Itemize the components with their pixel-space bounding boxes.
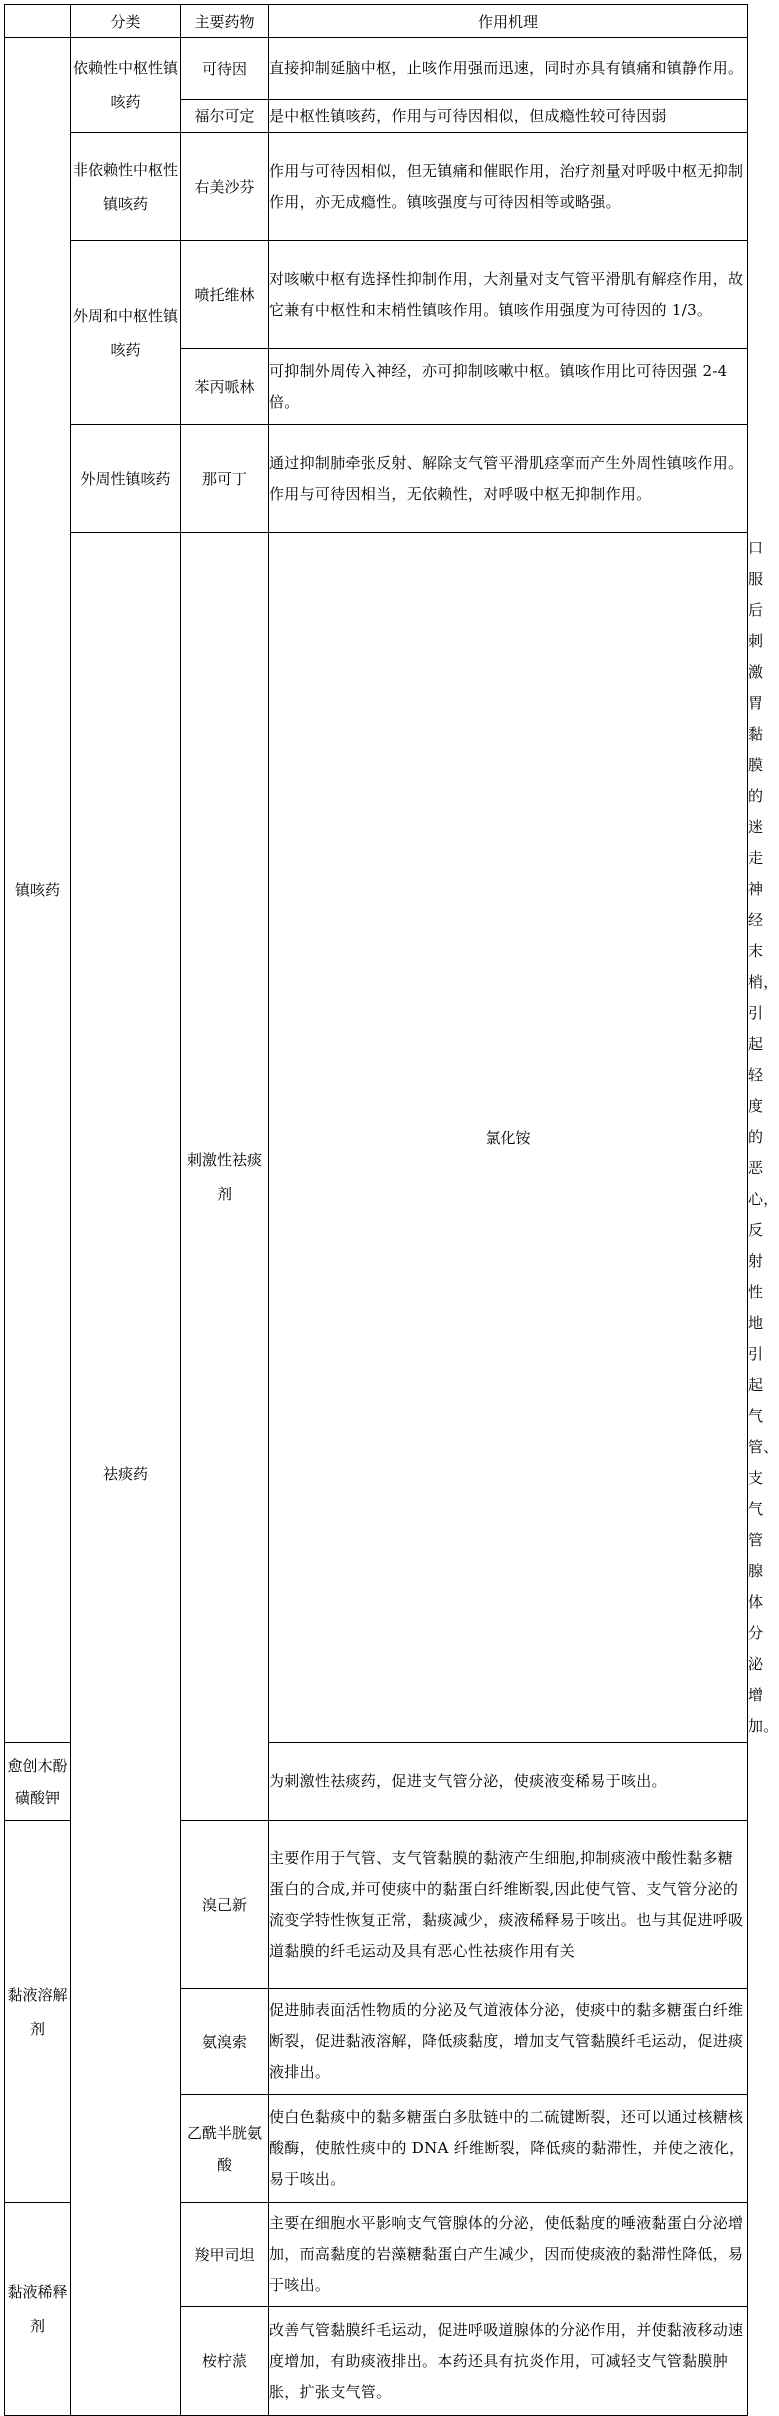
subcategory-nondependent-central: 非依赖性中枢性镇咳药 (71, 133, 181, 241)
drug-name: 羧甲司坦 (181, 2203, 269, 2307)
drug-name: 福尔可定 (181, 100, 269, 133)
table-row (5, 38, 748, 100)
drug-name: 右美沙芬 (181, 133, 269, 241)
drug-name: 乙酰半胱氨酸 (181, 2095, 269, 2203)
drug-name: 氨溴索 (181, 1989, 269, 2095)
drug-name: 愈创木酚磺酸钾 (5, 1743, 71, 1821)
drug-name: 那可丁 (181, 425, 269, 533)
table-row (5, 241, 748, 349)
mechanism-text: 使白色黏痰中的黏多糖蛋白多肽链中的二硫键断裂，还可以通过核糖核酸酶，使脓性痰中的 DNA 纤维断裂，降低痰的黏滞性，并使之液化，易于咳出。 (269, 2095, 748, 2203)
drug-mechanism-table (4, 4, 779, 2416)
drug-name: 可待因 (181, 38, 269, 100)
mechanism-text: 为刺激性祛痰药，促进支气管分泌，使痰液变稀易于咳出。 (269, 1743, 748, 1821)
drug-name: 溴己新 (181, 1821, 269, 1989)
subcategory-mucolytic: 黏液溶解剂 (5, 1821, 71, 2203)
drug-name: 苯丙哌林 (181, 349, 269, 425)
mechanism-text: 对咳嗽中枢有选择性抑制作用，大剂量对支气管平滑肌有解痉作用，故它兼有中枢性和末梢性镇咳作用。镇咳作用强度为可待因的 1/3。 (269, 241, 748, 349)
subcategory-irritant: 刺激性祛痰剂 (181, 533, 269, 1821)
table-row (5, 425, 748, 533)
header-mechanism: 作用机理 (269, 5, 748, 38)
mechanism-text: 促进肺表面活性物质的分泌及气道液体分泌，使痰中的黏多糖蛋白纤维断裂，促进黏液溶解，降低痰黏度，增加支气管黏膜纤毛运动，促进痰液排出。 (269, 1989, 748, 2095)
subcategory-peripheral: 外周性镇咳药 (71, 425, 181, 533)
header-drug: 主要药物 (181, 5, 269, 38)
subcategory-peripheral-central: 外周和中枢性镇咳药 (71, 241, 181, 425)
mechanism-text: 作用与可待因相似，但无镇痛和催眠作用，治疗剂量对呼吸中枢无抑制作用，亦无成瘾性。镇咳强度与可待因相等或略强。 (269, 133, 748, 241)
header-category (5, 5, 71, 38)
mechanism-text: 主要在细胞水平影响支气管腺体的分泌，使低黏度的唾液黏蛋白分泌增加，而高黏度的岩藻糖黏蛋白产生减少，因而使痰液的黏滞性降低，易于咳出。 (269, 2203, 748, 2307)
drug-name: 桉柠蒎 (181, 2307, 269, 2416)
mechanism-text: 改善气管黏膜纤毛运动，促进呼吸道腺体的分泌作用，并使黏液移动速度增加，有助痰液排出。本药还具有抗炎作用，可减轻支气管黏膜肿胀，扩张支气管。 (269, 2307, 748, 2416)
mechanism-text: 是中枢性镇咳药，作用与可待因相似，但成瘾性较可待因弱 (269, 100, 748, 133)
mechanism-text: 直接抑制延脑中枢，止咳作用强而迅速，同时亦具有镇痛和镇静作用。 (269, 38, 748, 100)
category-antitussive: 镇咳药 (5, 38, 71, 1743)
header-row (5, 5, 748, 38)
mechanism-text: 主要作用于气管、支气管黏膜的黏液产生细胞,抑制痰液中酸性黏多糖蛋白的合成,并可使痰中的黏蛋白纤维断裂,因此使气管、支气管分泌的流变学特性恢复正常，黏痰减少，痰液稀释易于咳出。也与其促进呼吸道黏膜的纤毛运动及具有恶心性祛痰作用有关 (269, 1821, 748, 1989)
category-expectorant: 祛痰药 (71, 533, 181, 2416)
table-row (5, 133, 748, 241)
table-row: 祛痰药 刺激性祛痰剂 氯化铵 口服后刺激胃黏膜的迷走神经末梢，引起轻度的恶心，反射性地引起气管、支气管腺体分泌增加。 (5, 533, 748, 1743)
drug-name: 喷托维林 (181, 241, 269, 349)
drug-name: 氯化铵 (269, 533, 748, 1743)
header-subcategory: 分类 (71, 5, 181, 38)
mechanism-text: 通过抑制肺牵张反射、解除支气管平滑肌痉挛而产生外周性镇咳作用。作用与可待因相当，无依赖性，对呼吸中枢无抑制作用。 (269, 425, 748, 533)
subcategory-mucoregulator: 黏液稀释剂 (5, 2203, 71, 2416)
mechanism-text: 可抑制外周传入神经，亦可抑制咳嗽中枢。镇咳作用比可待因强 2-4 倍。 (269, 349, 748, 425)
subcategory-dependent-central: 依赖性中枢性镇咳药 (71, 38, 181, 133)
